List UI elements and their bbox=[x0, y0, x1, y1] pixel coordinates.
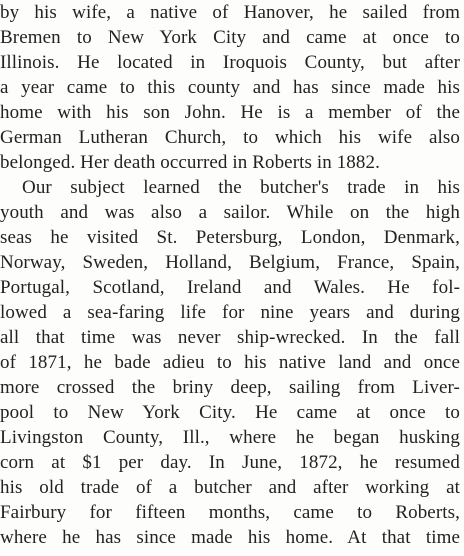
text-line-9: youth and was also a sailor. While on the high bbox=[0, 202, 460, 223]
text-line-12: Portugal, Scotland, Ireland and Wales. He fol- bbox=[0, 277, 460, 298]
text-line-15: of 1871, he bade adieu to his native land and once bbox=[0, 352, 460, 373]
text-line-14: all that time was never ship-wrecked. In the fall bbox=[0, 327, 460, 348]
text-line-18: Livingston County, Ill., where he began husking bbox=[0, 427, 460, 448]
text-line-22: where he has since made his home. At that time bbox=[0, 527, 460, 548]
text-line-20: his old trade of a butcher and after working at bbox=[0, 477, 460, 498]
text-line-21: Fairbury for fifteen months, came to Roberts, bbox=[0, 502, 460, 523]
text-line-10: seas he visited St. Petersburg, London, Denmark, bbox=[0, 227, 460, 248]
text-line-7: belonged. Her death occurred in Roberts in 1882. bbox=[0, 152, 380, 173]
text-line-6: German Lutheran Church, to which his wife also bbox=[0, 127, 460, 148]
text-line-3: Illinois. He located in Iroquois County, but after bbox=[0, 52, 460, 73]
text-line-8: Our subject learned the butcher's trade in his bbox=[22, 177, 460, 198]
text-line-5: home with his son John. He is a member of the bbox=[0, 102, 460, 123]
text-line-1: by his wife, a native of Hanover, he sailed from bbox=[0, 2, 460, 23]
text-line-2: Bremen to New York City and came at once to bbox=[0, 27, 460, 48]
text-line-17: pool to New York City. He came at once to bbox=[0, 402, 460, 423]
text-line-16: more crossed the briny deep, sailing from Liver- bbox=[0, 377, 460, 398]
text-line-4: a year came to this county and has since made his bbox=[0, 77, 460, 98]
text-line-13: lowed a sea-faring life for nine years and during bbox=[0, 302, 460, 323]
text-line-11: Norway, Sweden, Holland, Belgium, France, Spain, bbox=[0, 252, 460, 273]
text-line-19: corn at $1 per day. In June, 1872, he resumed bbox=[0, 452, 460, 473]
